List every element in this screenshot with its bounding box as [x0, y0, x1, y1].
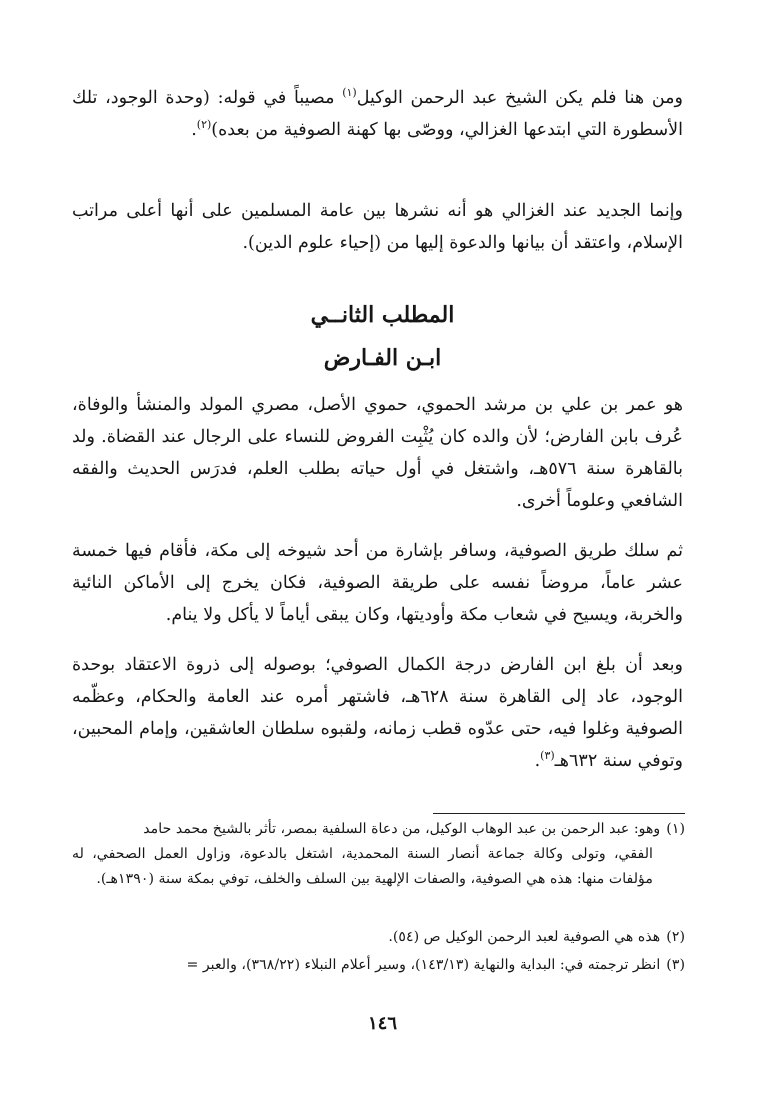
page-number: ١٤٦ [367, 1013, 397, 1034]
footnote-ref-3[interactable]: (٣) [540, 748, 555, 762]
footnote-1-first-line: وهو: عبد الرحمن بن عبد الوهاب الوكيل، من دعاة السلفية بمصر، تأثر بالشيخ محمد حامد [143, 821, 661, 837]
footnote-3 [72, 953, 685, 978]
paragraph-3: هو عمر بن علي بن مرشد الحموي، حموي الأصل، مصري المولد والمنشأ والوفاة، عُرف بابن الفارض؛ لأن والده كان يُثْبِت الفروض للنساء على الرجال عند القضاة. ولد بالقاهرة سنة ٥٧٦هـ، واشتغل في أول حياته بطلب العلم، فدرَس الحديث والفقه الشافعي وعلوماً أخرى. [72, 395, 683, 511]
footnote-1 [72, 817, 685, 892]
paragraph-2: وإنما الجديد عند الغزالي هو أنه نشرها بين عامة المسلمين على أنها أعلى مراتب الإسلام، واعتقد أن بيانها والدعوة إليها من (إحياء علوم الدين). [72, 201, 683, 253]
footnote-divider [433, 813, 685, 814]
paragraph-1-text-b: مصيباً في قوله: (وحدة الوجود، تلك الأسطورة التي ابتدعها الغزالي، ووصّى بها كهنة الصوفية من بعده) [72, 88, 683, 140]
paragraph-1-text-a: ومن هنا فلم يكن الشيخ عبد الرحمن الوكيل [356, 88, 683, 108]
section-heading: المطلب الثانــي [310, 302, 455, 328]
paragraph-1-end: . [191, 119, 197, 140]
footnote-2 [72, 925, 685, 950]
footnote-2-number: (٢) [666, 929, 685, 945]
paragraph-5 [72, 650, 683, 777]
biography-title: ابـن الفـارض [323, 345, 442, 371]
paragraph-5-end: . [534, 750, 541, 771]
paragraph-1 [72, 83, 683, 147]
footnote-1-number: (١) [666, 821, 685, 837]
paragraph-4: ثم سلك طريق الصوفية، وسافر بإشارة من أحد شيوخه إلى مكة، فأقام فيها خمسة عشر عاماً، مروضاً نفسه على طريقة الصوفية، فكان يخرج إلى الأماكن النائية والخربة، ويسيح في شعاب مكة وأوديتها، وكان يبقى أياماً لا يأكل ولا ينام. [72, 541, 683, 625]
footnote-3-number: (٣) [666, 957, 685, 973]
footnote-ref-1[interactable]: (١) [342, 86, 357, 100]
footnote-2-text: هذه هي الصوفية لعبد الرحمن الوكيل ص (٥٤). [388, 929, 661, 945]
footnote-3-text: انظر ترجمته في: البداية والنهاية (١٤٣/١٣)، وسير أعلام النبلاء (٣٦٨/٢٢)، والعبر = [186, 957, 661, 973]
paragraph-5-text: وبعد أن بلغ ابن الفارض درجة الكمال الصوفي؛ بوصوله إلى ذروة الاعتقاد بوحدة الوجود، عاد إلى القاهرة سنة ٦٢٨هـ، فاشتهر أمره عند العامة والحكام، وعظّمه الصوفية وغلوا فيه، حتى عدّوه قطب زمانه، ولقبوه سلطان العاشقين، وإمام المحبين، وتوفي سنة ٦٣٢هـ [72, 655, 684, 771]
footnote-ref-2[interactable]: (٢) [196, 118, 212, 132]
footnote-1-continuation: الفقي، وتولى وكالة جماعة أنصار السنة المحمدية، اشتغل بالدعوة، وزاول العمل الصحفي، له مؤلفات منها: هذه هي الصوفية، والصفات الإلهية بين السلف والخلف، توفي بمكة سنة (١٣٩٠هـ). [72, 845, 653, 887]
